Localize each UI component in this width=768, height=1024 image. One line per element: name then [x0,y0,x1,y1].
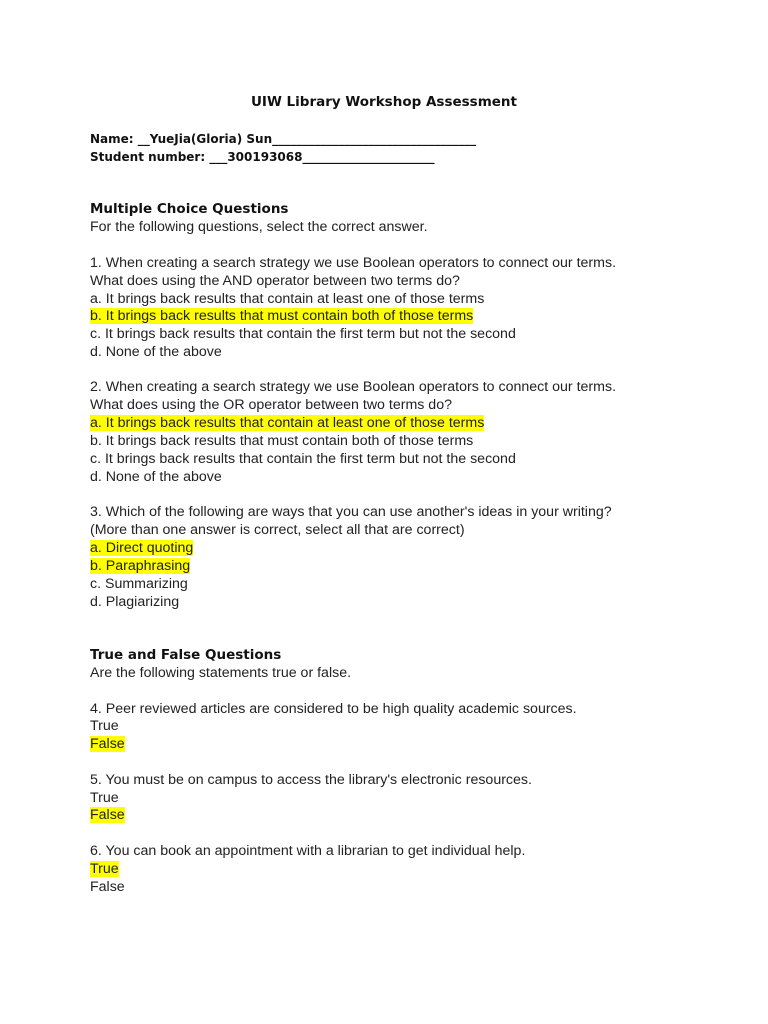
q2-option-d: d. None of the above [90,469,222,485]
q2-stem-line-1: 2. When creating a search strategy we use Boolean operators to connect our terms. [90,379,617,395]
q6-stem: 6. You can book an appointment with a librarian to get individual help. [90,843,526,859]
q1-stem-line-1: 1. When creating a search strategy we use Boolean operators to connect our terms. [90,255,617,271]
q3-stem-line-1: 3. Which of the following are ways that you can use another's ideas in your writing? [90,504,612,520]
q2-option-c: c. It brings back results that contain the first term but not the second [90,451,516,467]
q3-option-a-selected: a. Direct quoting [90,540,194,556]
q4-stem: 4. Peer reviewed articles are considered to be high quality academic sources. [90,701,577,717]
tf-instruction: Are the following statements true or false. [90,665,352,681]
mc-instruction: For the following questions, select the correct answer. [90,219,428,235]
q4-option-false-selected: False [90,736,125,752]
q6-option-false: False [90,879,125,895]
q3-stem-line-2: (More than one answer is correct, select all that are correct) [90,522,465,538]
name-line: Name: __YueJia(Gloria) Sun__________________________________ [90,132,477,146]
q3-option-d: d. Plagiarizing [90,594,180,610]
q1-stem-line-2: What does using the AND operator between two terms do? [90,273,460,289]
q6-option-true-selected: True [90,861,119,877]
q4-option-true: True [90,718,119,734]
q5-option-true: True [90,790,119,806]
q5-stem: 5. You must be on campus to access the library's electronic resources. [90,772,532,788]
q1-option-c: c. It brings back results that contain the first term but not the second [90,326,516,342]
student-number-line: Student number: ___300193068______________________ [90,150,435,164]
q3-option-b-selected: b. Paraphrasing [90,558,191,574]
q2-stem-line-2: What does using the OR operator between two terms do? [90,397,452,413]
q1-option-d: d. None of the above [90,344,222,360]
q2-option-a-selected: a. It brings back results that contain at least one of those terms [90,415,485,431]
mc-section-heading: Multiple Choice Questions [90,201,289,217]
document-title: UIW Library Workshop Assessment [250,94,518,110]
q2-option-b: b. It brings back results that must contain both of those terms [90,433,474,449]
q5-option-false-selected: False [90,807,125,823]
q3-option-c: c. Summarizing [90,576,188,592]
q1-option-b-selected: b. It brings back results that must contain both of those terms [90,308,474,324]
q1-option-a: a. It brings back results that contain at least one of those terms [90,291,485,307]
tf-section-heading: True and False Questions [90,647,282,663]
